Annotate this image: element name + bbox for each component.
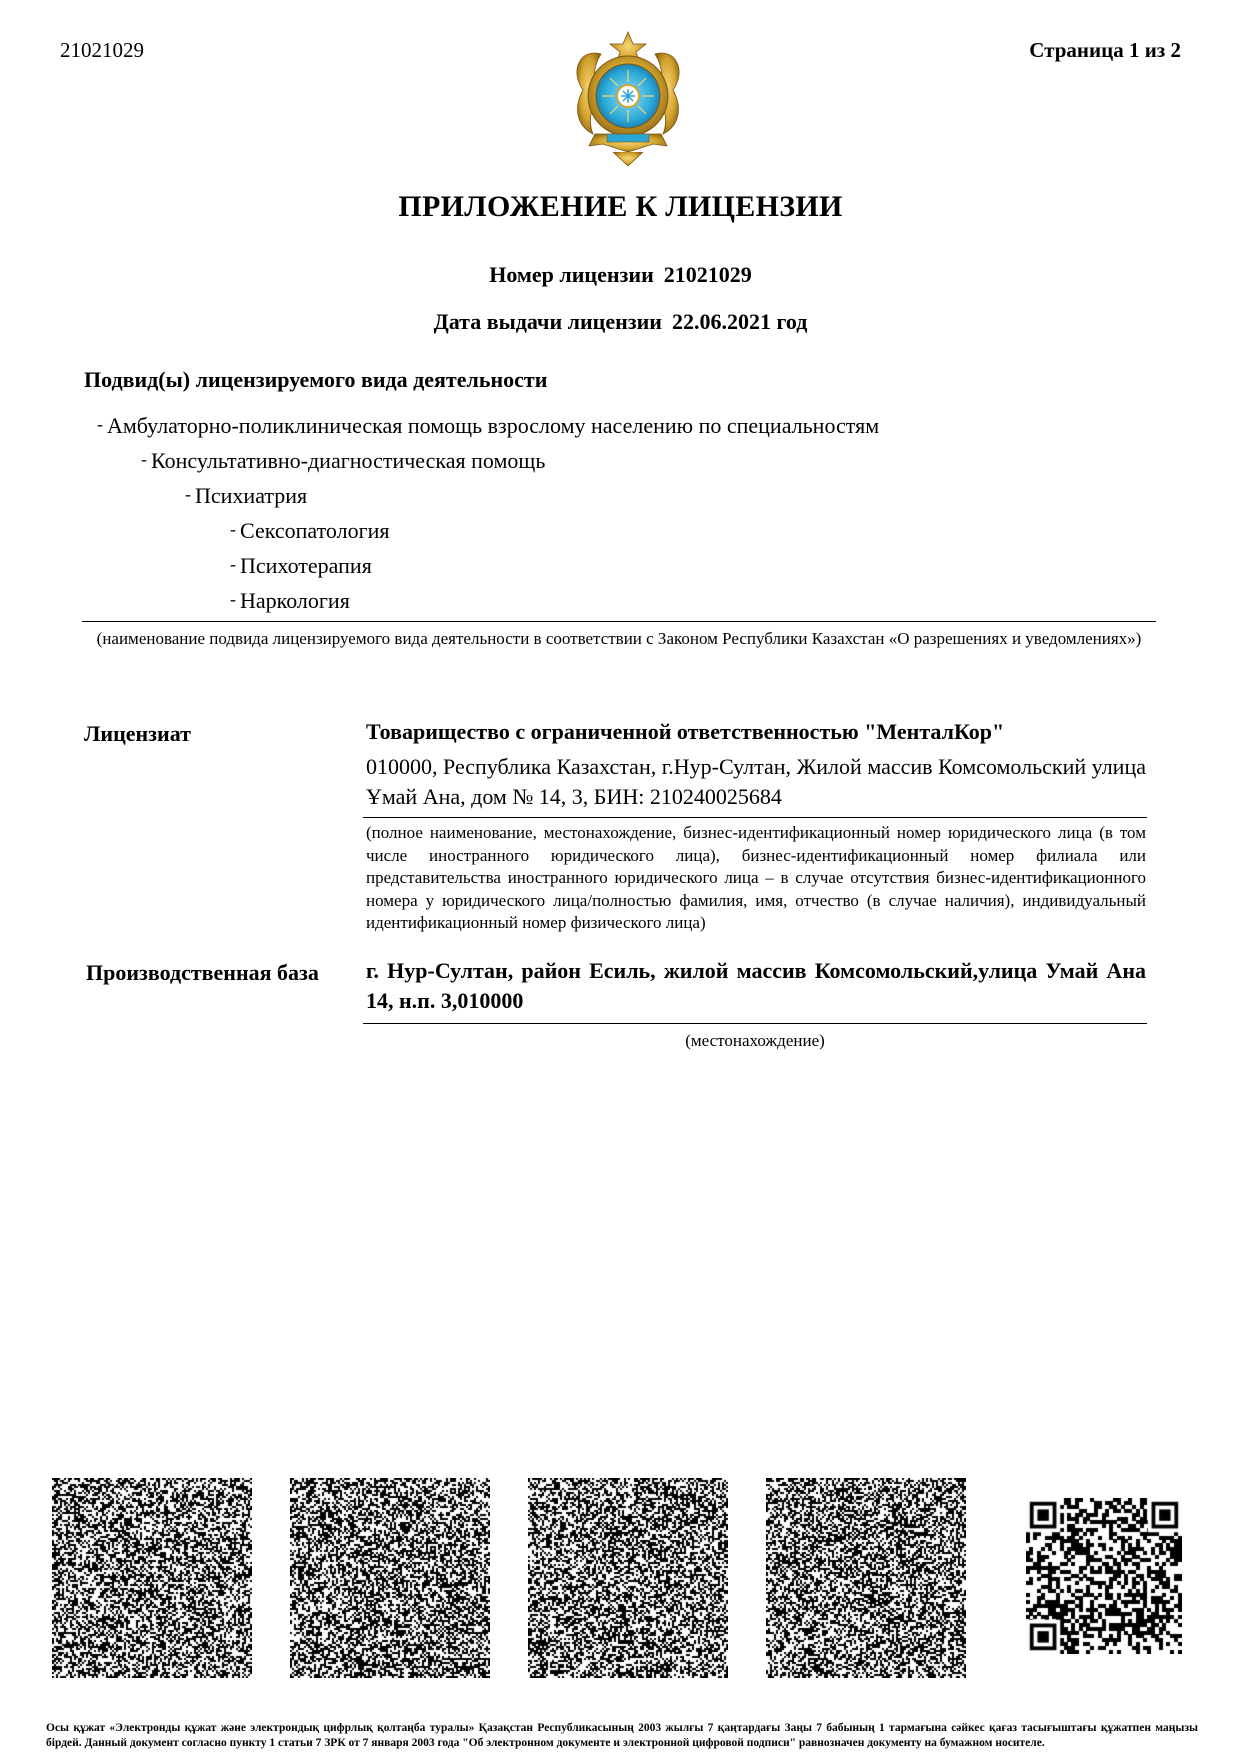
- license-date-value: 22.06.2021 год: [671, 309, 808, 334]
- qr-code: [1026, 1498, 1182, 1654]
- activity-item: - Консультативно-диагностическая помощь: [141, 448, 546, 473]
- qr-code: [528, 1478, 728, 1678]
- activity-item: - Психотерапия: [230, 553, 372, 578]
- production-base-value: г. Нур-Султан, район Есиль, жилой массив Комсомольский,улица Умай Ана 14, н.п. 3,010000: [366, 958, 1146, 1013]
- activity-item: - Наркология: [230, 588, 350, 613]
- subtypes-heading: Подвид(ы) лицензируемого вида деятельности: [84, 367, 548, 392]
- production-base-label: Производственная база: [86, 960, 319, 985]
- qr-code: [766, 1478, 966, 1678]
- license-number-label: Номер лицензии: [489, 262, 654, 287]
- licensee-name: Товарищество с ограниченной ответственностью "МенталКор": [366, 719, 1005, 744]
- state-emblem-icon: [563, 30, 693, 168]
- licensee-address: 010000, Республика Казахстан, г.Нур-Султан, Жилой массив Комсомольский улица Ұмай Ана, дом № 14, 3, БИН: 210240025684: [366, 754, 1146, 809]
- activity-item: - Сексопатология: [230, 518, 390, 543]
- licensee-label: Лицензиат: [84, 721, 191, 746]
- activity-item: - Амбулаторно-поликлиническая помощь взрослому населению по специальностям: [97, 413, 880, 438]
- legal-footer: Осы құжат «Электронды құжат және электрондық цифрлық қолтаңба туралы» Қазақстан Республикасының 2003 жылғы 7 қаңтардағы Заңы 7 бабының 1 тармағына сәйкес қағаз тасығыштағы құжатпен маңызы бірдей. Данный документ согласно пункту 1 статьи 7 ЗРК от 7 января 2003 года "Об электронном документе и электронной цифровой подписи" равнозначен документу на бумажном носителе.: [46, 1722, 1198, 1749]
- license-date-label: Дата выдачи лицензии: [433, 309, 662, 334]
- licensee-divider: [363, 817, 1147, 818]
- document-title: ПРИЛОЖЕНИЕ К ЛИЦЕНЗИИ: [398, 190, 843, 223]
- license-number-line: [0, 262, 1241, 288]
- license-number-value: 21021029: [663, 262, 752, 287]
- qr-code: [52, 1478, 252, 1678]
- activity-item: - Психиатрия: [185, 483, 308, 508]
- document-number: 21021029: [60, 38, 144, 62]
- production-base-divider: [363, 1023, 1147, 1024]
- subtypes-caption: (наименование подвида лицензируемого вида деятельности в соответствии с Законом Республики Казахстан «О разрешениях и уведомлениях»): [96, 629, 1142, 648]
- qr-code: [290, 1478, 490, 1678]
- page-counter: Страница 1 из 2: [1029, 38, 1181, 62]
- production-base-caption: (местонахождение): [685, 1031, 825, 1050]
- licensee-description: (полное наименование, местонахождение, бизнес-идентификационный номер юридического лица (в том числе иностранного юридического лица), бизнес-идентификационный номер филиала или представительства иностранного юридического лица – в случае отсутствия бизнес-идентификационного номера у юридического лица/полностью фамилия, имя, отчество (в случае наличия), индивидуальный идентификационный номер физического лица): [366, 823, 1146, 932]
- subtypes-divider: [82, 621, 1156, 622]
- license-date-line: [0, 309, 1241, 335]
